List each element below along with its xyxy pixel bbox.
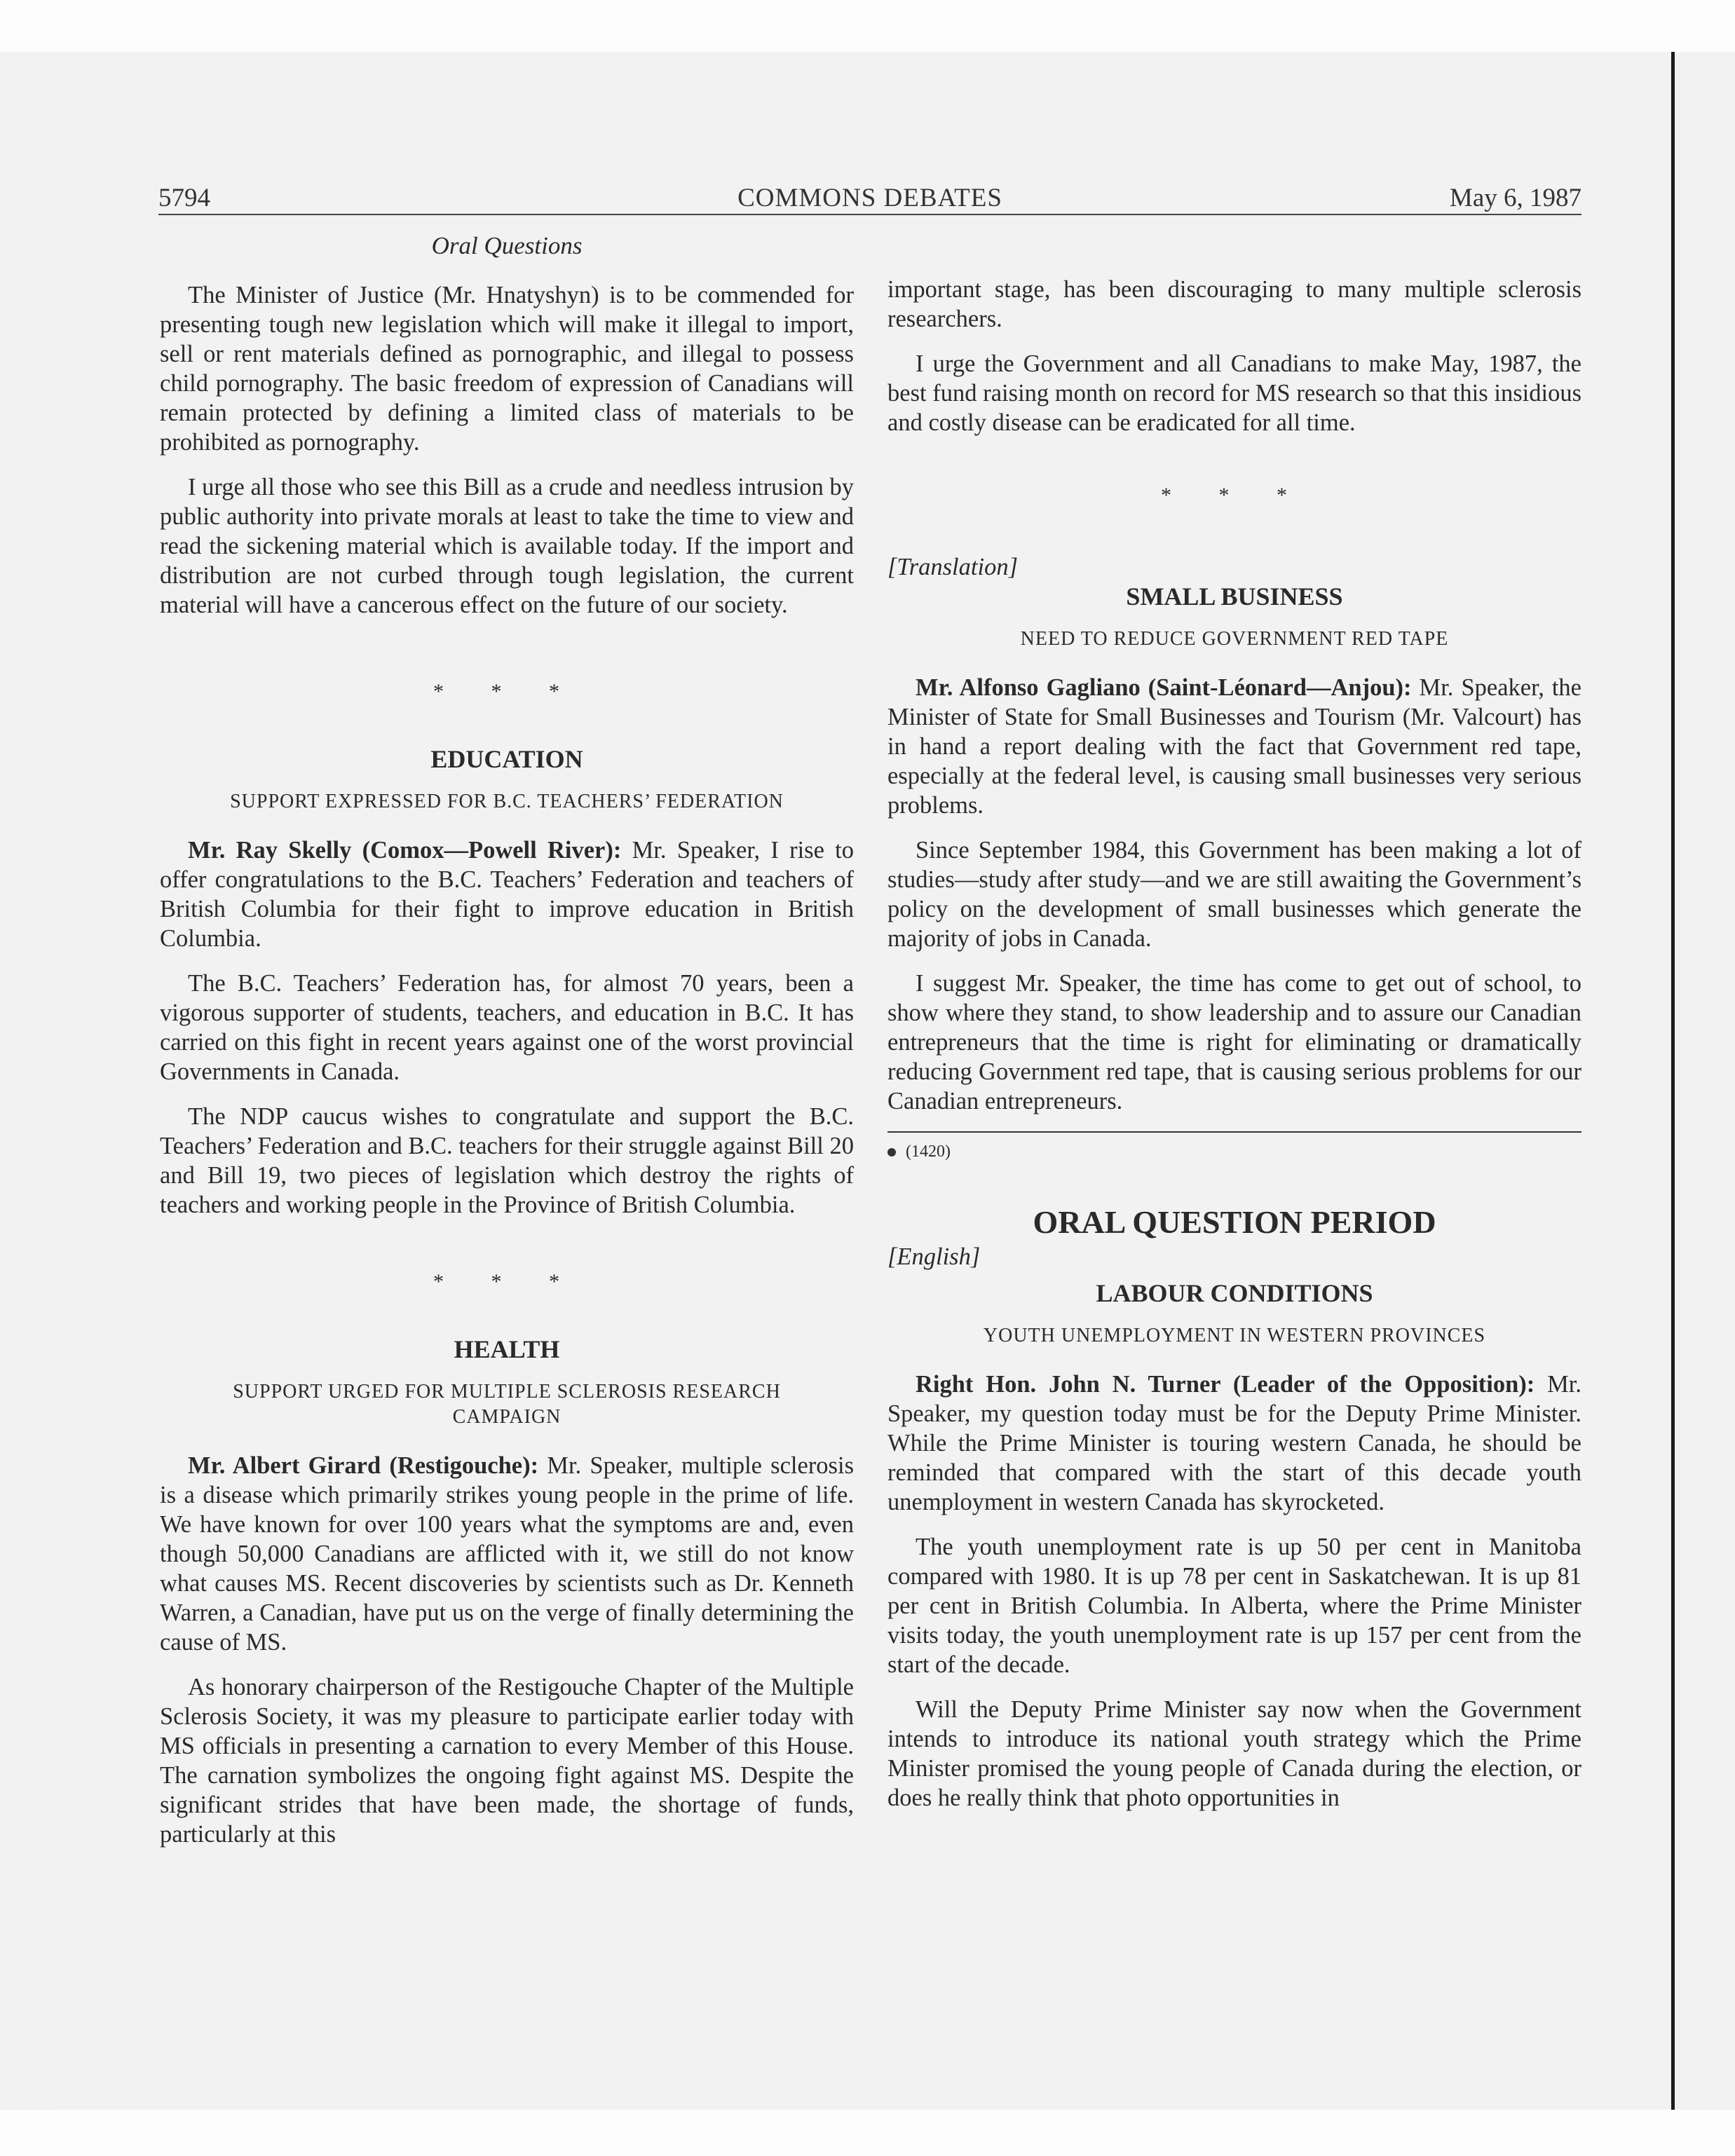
paragraph: Since September 1984, this Government has been making a lot of studies—study after study—and we are still awaiting the Government’s policy on the development of small businesses which generate the majority of jobs in Canada. [887,837,1581,952]
publication-date: May 6, 1987 [1449,184,1581,212]
english-label: [English] [887,1243,981,1270]
paragraph: Will the Deputy Prime Minister say now when the Government intends to introduce its national youth strategy which the Prime Minister promised the young people of Canada during the election, or does he really think that photo opportunities in [887,1696,1581,1811]
paragraph: The youth unemployment rate is up 50 per cent in Manitoba compared with 1980. It is up 78 per cent in Saskatchewan. It is up 81 per cent in British Columbia. In Alberta, where the Prime Minister visits today, the youth unemployment rate is up 157 per cent from the start of the decade. [887,1534,1581,1678]
header-rule [158,214,1581,215]
paragraph: Mr. Albert Girard (Restigouche): Mr. Speaker, multiple sclerosis is a disease which primarily strikes young people in the prime of life. We have known for over 100 years what the symptoms are and, even though 50,000 Canadians are afflicted with it, we still do not know what causes MS. Recent discoveries by scientists such as Dr. Kenneth Warren, a Canadian, have put us on the verge of finally determining the cause of MS. [160,1452,854,1656]
publication-title: COMMONS DEBATES [737,184,1002,212]
paragraph: I urge the Government and all Canadians to make May, 1987, the best fund raising month on record for MS research so that this insidious and costly disease can be eradicated for all time. [887,350,1581,436]
paragraph: I urge all those who see this Bill as a crude and needless intrusion by public authority into private morals at least to take the time to view and read the sickening material which is available today. If the import and distribution are not curbed through tough legislation, the current material will have a cancerous effect on the future of our society. [160,474,854,618]
subheading-health: SUPPORT URGED FOR MULTIPLE SCLEROSIS RESEARCH CAMPAIGN [233,1381,781,1428]
section-divider-stars: * * * [433,1270,580,1293]
heading-small-business: SMALL BUSINESS [1126,582,1343,610]
heading-education: EDUCATION [430,745,583,773]
page-header [158,181,1581,216]
heading-labour-conditions: LABOUR CONDITIONS [1096,1279,1373,1307]
paragraph: As honorary chairperson of the Restigouche Chapter of the Multiple Sclerosis Society, it was my pleasure to participate earlier today with MS officials in presenting a carnation to every Member of this House. The carnation symbolizes the ongoing fight against MS. Despite the significant strides that have been made, the shortage of funds, particularly at this [160,1674,854,1848]
section-divider-stars: * * * [1161,484,1308,507]
subheading-labour-conditions: YOUTH UNEMPLOYMENT IN WESTERN PROVINCES [983,1325,1486,1346]
speaker-name: Right Hon. John N. Turner (Leader of the Opposition): [916,1371,1535,1398]
speaker-name: Mr. Alfonso Gagliano (Saint-Léonard—Anjou): [916,674,1412,701]
subheading-small-business: NEED TO REDUCE GOVERNMENT RED TAPE [1020,628,1449,650]
binding-edge [1671,52,1675,2110]
bullet-icon [887,1148,896,1157]
section-label-oral-questions: Oral Questions [431,232,583,259]
paragraph: Mr. Ray Skelly (Comox—Powell River): Mr. Speaker, I rise to offer congratulations to the B.C. Teachers’ Federation and teachers of British Columbia for their fight to improve education in British Columbia. [160,837,854,952]
paragraph: The Minister of Justice (Mr. Hnatyshyn) is to be commended for presenting tough new legislation which will make it illegal to import, sell or rent materials defined as pornographic, and illegal to possess child pornography. The basic freedom of expression of Canadians will remain protected by defining a limited class of materials to be prohibited as pornography. [160,282,854,456]
paragraph: The NDP caucus wishes to congratulate and support the B.C. Teachers’ Federation and B.C. teachers for their struggle against Bill 20 and Bill 19, two pieces of legislation which destroy the rights of teachers and working people in the Province of British Columbia. [160,1103,854,1218]
paragraph: I suggest Mr. Speaker, the time has come to get out of school, to show where they stand, to show leadership and to assure our Canadian entrepreneurs that the time is right for eliminating or dramatically reducing Government red tape, that is causing serious problems for our Canadian entrepreneurs. [887,970,1581,1114]
speaker-name: Mr. Albert Girard (Restigouche): [188,1452,539,1479]
paragraph: The B.C. Teachers’ Federation has, for almost 70 years, been a vigorous supporter of students, teachers, and education in B.C. It has carried on this fight in recent years against one of the worst provincial Governments in Canada. [160,970,854,1085]
time-marker: (1420) [887,1140,1581,1164]
section-rule [887,1131,1581,1133]
paragraph: Mr. Alfonso Gagliano (Saint-Léonard—Anjou): Mr. Speaker, the Minister of State for Small Businesses and Tourism (Mr. Valcourt) has in hand a report dealing with the fact that Government red tape, especially at the federal level, is causing small businesses very serious problems. [887,674,1581,819]
paragraph: Right Hon. John N. Turner (Leader of the Opposition): Mr. Speaker, my question today must be for the Deputy Prime Minister. While the Prime Minister is touring western Canada, he should be reminded that compared with the start of this decade youth unemployment in western Canada has skyrocketed. [887,1371,1582,1515]
translation-label: [Translation] [887,554,1018,580]
speaker-name: Mr. Ray Skelly (Comox—Powell River): [188,837,622,864]
heading-oral-question-period: ORAL QUESTION PERIOD [1033,1204,1436,1240]
subheading-education: SUPPORT EXPRESSED FOR B.C. TEACHERS’ FEDERATION [230,791,784,812]
paragraph: important stage, has been discouraging to many multiple sclerosis researchers. [887,276,1581,332]
left-column [160,231,854,1864]
section-divider-stars: * * * [433,680,580,703]
right-column [887,231,1581,1828]
page-number: 5794 [158,184,210,212]
heading-health: HEALTH [454,1335,560,1363]
